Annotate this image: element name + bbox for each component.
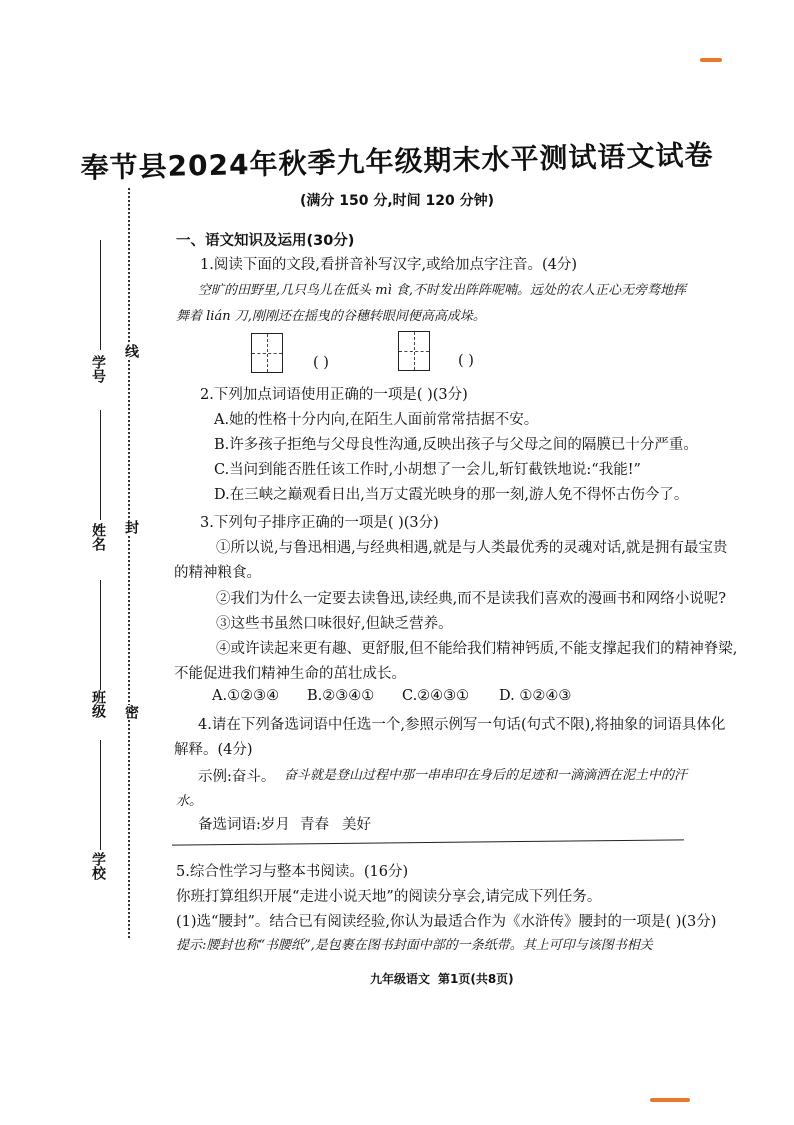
q3-sentence2: ②我们为什么一定要去读鲁迅,读经典,而不是读我们喜欢的漫画书和网络小说呢? (216, 591, 726, 607)
q3-sentence3: ③这些书虽然口味很好,但缺乏营养。 (216, 616, 453, 632)
q1-blank-2[interactable]: ( ) (458, 353, 474, 369)
label-banji: 班级 (90, 690, 106, 718)
q5-sub1: (1)选“腰封”。结合已有阅读经验,你认为最适合作为《水浒传》腰封的一项是( )(3分) (176, 914, 717, 930)
label-xuexiao: 学校 (90, 852, 106, 880)
q3-option-a: A.①②③④ (212, 688, 280, 704)
q4-option-meihao: 美好 (342, 817, 371, 833)
q4-option-qingchun: 青春 (300, 817, 329, 833)
mark-mi: 密 (123, 705, 139, 719)
q1-blank-1[interactable]: ( ) (313, 355, 329, 371)
label-xingming: 姓名 (90, 523, 106, 551)
q2-option-a: A.她的性格十分内向,在陌生人面前常常拮据不安。 (214, 412, 539, 428)
q5-hint: 提示:腰封也称“书腰纸”,是包裹在图书封面中部的一条纸带。其上可印与该图书相关 (176, 938, 653, 953)
pinyin-grid-box-1[interactable] (251, 333, 283, 373)
q2-option-c: C.当问到能否胜任该工作时,小胡想了一会儿,斩钉截铁地说:“我能!” (214, 462, 641, 478)
page-subtitle: (满分 150 分,时间 120 分钟) (299, 193, 495, 209)
q4-stem-line1: 4.请在下列备选词语中任选一个,参照示例写一句话(句式不限),将抽象的词语具体化 (198, 717, 726, 733)
q2-option-b: B.许多孩子拒绝与父母良性沟通,反映出孩子与父母之间的隔膜已十分严重。 (214, 437, 698, 453)
q4-stem-line2: 解释。(4分) (174, 742, 253, 758)
q1-passage-line1: 空旷的田野里,几只鸟儿在低头 mì 食,不时发出阵阵呢喃。远处的农人正心无旁骛地挥 (198, 283, 687, 298)
q3-stem: 3.下列句子排序正确的一项是( )(3分) (200, 515, 439, 531)
q1-stem: 1.阅读下面的文段,看拼音补写汉字,或给加点字注音。(4分) (200, 257, 578, 273)
mark-feng: 封 (123, 520, 139, 534)
q4-example-label: 示例:奋斗。 (198, 769, 276, 785)
q3-option-d: D. ①②④③ (499, 688, 572, 704)
footer-page-number: 第1页(共8页) (438, 972, 514, 986)
q3-option-b: B.②③④① (307, 688, 375, 704)
section1-heading: 一、语文知识及运用(30分) (176, 233, 355, 249)
pinyin-grid-box-2[interactable] (398, 331, 430, 371)
q3-sentence4-line2: 不能促进我们精神生命的茁壮成长。 (174, 666, 406, 682)
q4-example-line2: 水。 (176, 794, 203, 809)
q3-option-c: C.②④③① (402, 688, 470, 704)
q2-stem: 2.下列加点词语使用正确的一项是( )(3分) (200, 387, 468, 403)
scan-mark-bottom (650, 1098, 690, 1102)
q3-sentence4-line1: ④或许读起来更有趣、更舒服,但不能给我们精神钙质,不能支撑起我们的精神脊梁, (216, 641, 738, 657)
q3-sentence1-line1: ①所以说,与鲁迅相遇,与经典相遇,就是与人类最优秀的灵魂对话,就是拥有最宝贵 (216, 540, 728, 556)
mark-xian: 线 (123, 344, 139, 358)
name-line-xuehao (100, 240, 101, 350)
q4-answer-line[interactable] (172, 839, 684, 845)
label-xuehao: 学号 (90, 355, 106, 383)
q1-passage-line2: 舞着 lián 刀,刚刚还在摇曳的谷穗转眼间便高高成垛。 (176, 309, 486, 324)
name-line-banji (100, 580, 101, 690)
q5-intro: 你班打算组织开展“走进小说天地”的阅读分享会,请完成下列任务。 (176, 889, 602, 905)
name-line-xuexiao (100, 740, 101, 850)
page-title: 奉节县2024年秋季九年级期末水平测试语文试卷 (80, 138, 714, 185)
q4-options-label: 备选词语:岁月 (198, 817, 290, 833)
footer-subject: 九年级语文 (370, 972, 431, 986)
name-line-xingming (100, 410, 101, 520)
q2-option-d: D.在三峡之巅观看日出,当万丈霞光映身的那一刻,游人免不得怀古伤今了。 (214, 487, 689, 503)
q4-example-line1: 奋斗就是登山过程中那一串串印在身后的足迹和一滴滴洒在泥土中的汗 (284, 768, 688, 783)
q5-stem: 5.综合性学习与整本书阅读。(16分) (176, 864, 409, 880)
binding-dashed-line (128, 188, 130, 938)
q3-sentence1-line2: 的精神粮食。 (174, 565, 261, 581)
scan-mark-top (700, 58, 722, 62)
